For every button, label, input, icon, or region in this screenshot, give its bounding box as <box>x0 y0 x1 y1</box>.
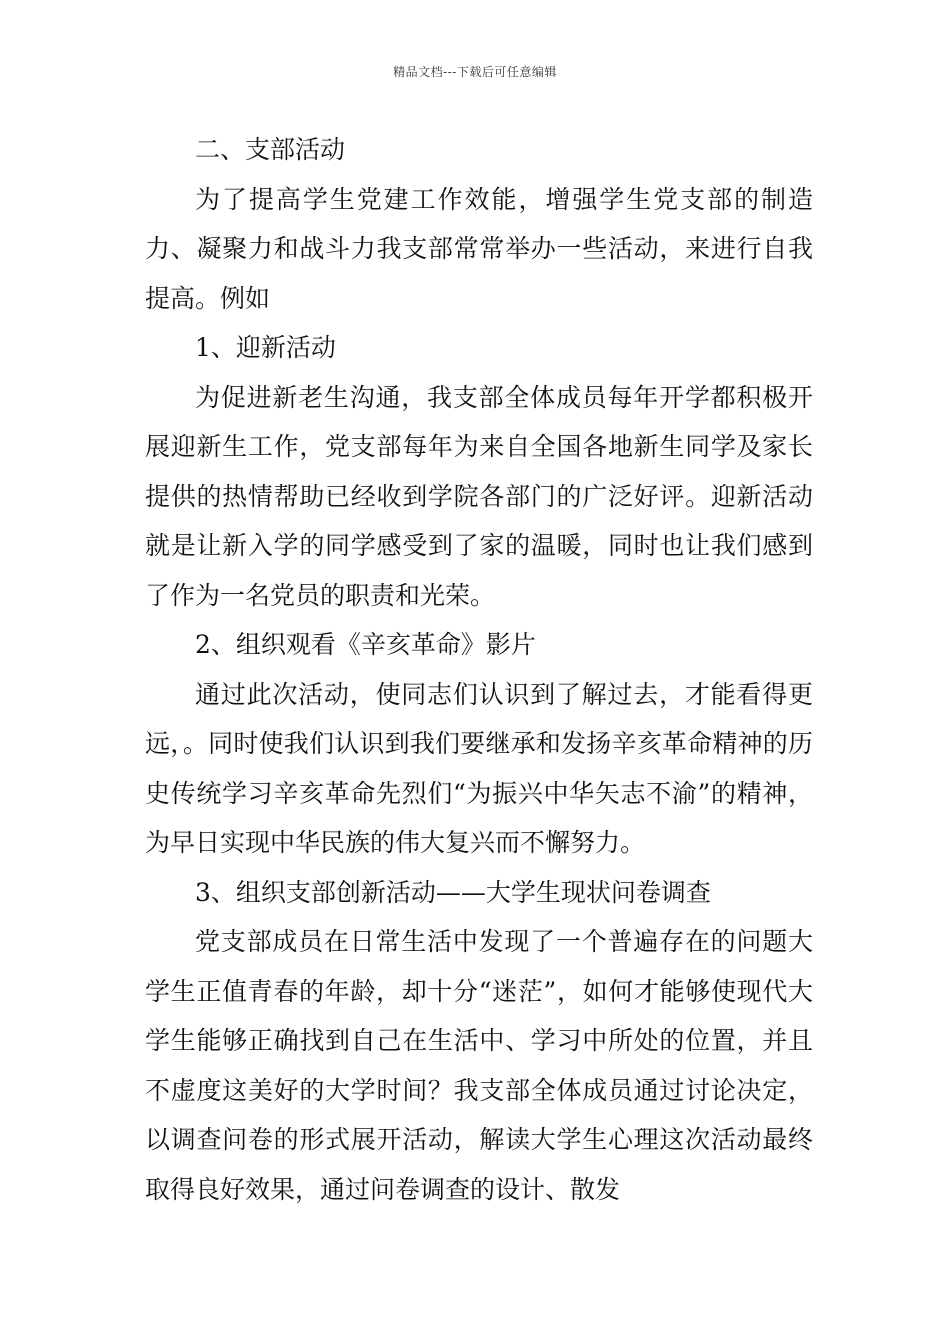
paragraph: 为了提高学生党建工作效能，增强学生党支部的制造力、凝聚力和战斗力我支部常常举办一些活动，来进行自我提高。例如 <box>145 184 813 313</box>
paragraph: 通过此次活动，使同志们认识到了解过去，才能看得更远，。同时使我们认识到我们要继承和发扬辛亥革命精神的历史传统学习辛亥革命先烈们“为振兴中华矢志不渝”的精神，为早日实现中华民族的伟大复兴而不懈努力。 <box>145 679 813 857</box>
paragraph: 为促进新老生沟通，我支部全体成员每年开学都积极开展迎新生工作，党支部每年为来自全国各地新生同学及家长提供的热情帮助已经收到学院各部门的广泛好评。迎新活动就是让新入学的同学感受到了家的温暖，同时也让我们感到了作为一名党员的职责和光荣。 <box>145 382 813 610</box>
subsection-heading: 2、组织观看《辛亥革命》影片 <box>195 630 536 659</box>
page-header: 精品文档---下载后可任意编辑 <box>393 65 557 79</box>
paragraph: 党支部成员在日常生活中发现了一个普遍存在的问题大学生正值青春的年龄，却十分“迷茫”，如何才能够使现代大学生能够正确找到自己在生活中、学习中所处的位置，并且不虚度这美好的大学时间？我支部全体成员通过讨论决定，以调查问卷的形式展开活动，解读大学生心理这次活动最终取得良好效果，通过问卷调查的设计、散发 <box>145 927 813 1204</box>
section-heading: 二、支部活动 <box>195 135 346 164</box>
document-body <box>145 125 813 1214</box>
subsection-heading: 1、迎新活动 <box>195 333 336 362</box>
subsection-heading: 3、组织支部创新活动——大学生现状问卷调查 <box>195 877 711 907</box>
